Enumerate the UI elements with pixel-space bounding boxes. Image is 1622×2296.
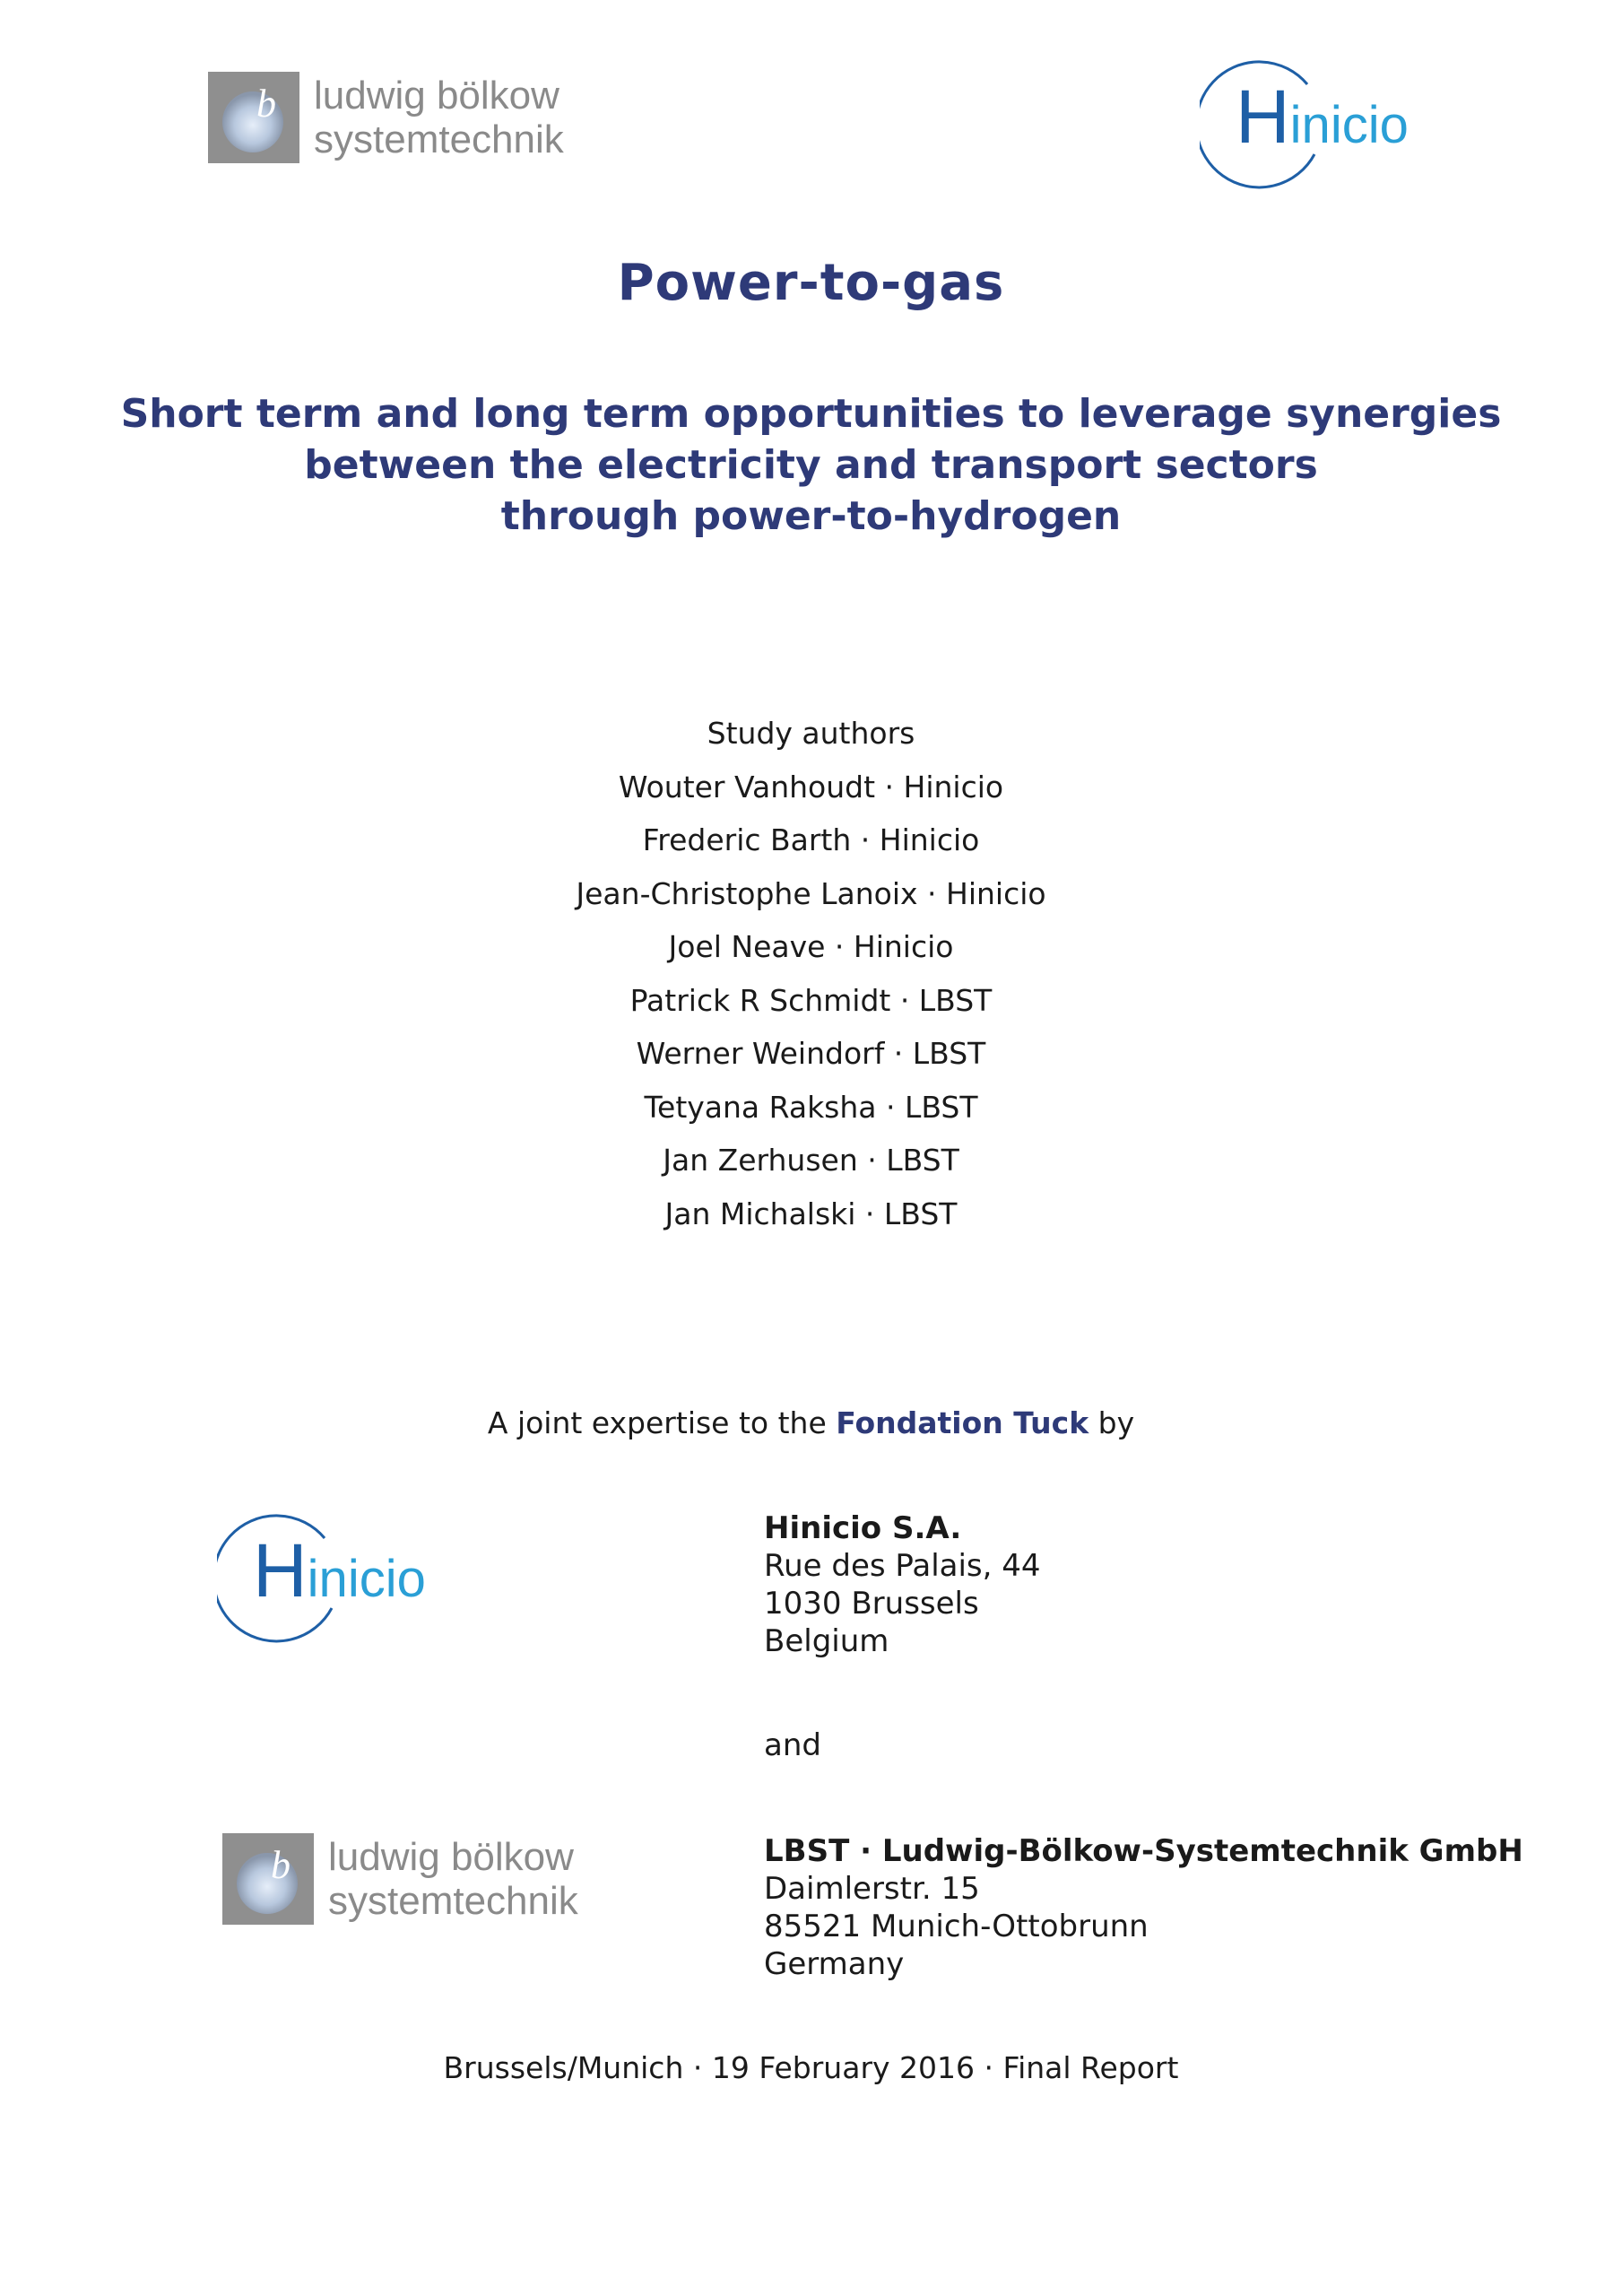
address-line: Germany — [764, 1946, 905, 1982]
address-line: Rue des Palais, 44 — [764, 1548, 1041, 1584]
author-line: Jan Zerhusen · LBST — [663, 1143, 959, 1178]
report-date-line: Brussels/Munich · 19 February 2016 · Final Report — [443, 2050, 1179, 2085]
hinicio-logo-text: Hinicio — [1236, 74, 1409, 159]
fondation-tuck: Fondation Tuck — [836, 1405, 1089, 1440]
author-line: Werner Weindorf · LBST — [636, 1036, 986, 1071]
subtitle-line: Short term and long term opportunities to leverage synergies — [120, 391, 1502, 437]
lbst-logo-mark — [208, 72, 299, 163]
author-line: Jan Michalski · LBST — [664, 1196, 958, 1231]
lbst-address — [764, 1832, 1523, 1983]
lbst-logo-text: ludwig bölkow systemtechnik — [328, 1834, 578, 1923]
author-line: Frederic Barth · Hinicio — [642, 822, 980, 857]
and-text: and — [764, 1727, 821, 1763]
lbst-logo-text: ludwig bölkow systemtechnik — [314, 73, 564, 161]
hinicio-address — [764, 1509, 1041, 1660]
lbst-logo-mark — [222, 1833, 314, 1925]
author-line: Patrick R Schmidt · LBST — [629, 983, 993, 1018]
address-line: 1030 Brussels — [764, 1586, 979, 1622]
authors-heading: Study authors — [707, 716, 915, 751]
svg-text:b: b — [256, 82, 276, 126]
author-line: Jean-Christophe Lanoix · Hinicio — [576, 876, 1046, 911]
hinicio-company-name: Hinicio S.A. — [764, 1510, 962, 1546]
page-title: Power-to-gas — [617, 254, 1005, 312]
lbst-logo — [208, 72, 564, 163]
author-line: Joel Neave · Hinicio — [668, 929, 954, 964]
author-line: Wouter Vanhoudt · Hinicio — [618, 770, 1004, 804]
hinicio-logo-text: Hinicio — [253, 1528, 426, 1613]
hinicio-logo-bottom — [217, 1509, 450, 1644]
subtitle-line: between the electricity and transport sectors — [304, 442, 1318, 488]
joint-expertise-line: A joint expertise to the Fondation Tuck by — [487, 1405, 1135, 1440]
address-line: Daimlerstr. 15 — [764, 1871, 980, 1907]
lbst-logo-bottom — [222, 1833, 578, 1925]
subtitle-line: through power-to-hydrogen — [500, 493, 1122, 539]
lbst-company-name: LBST · Ludwig-Bölkow-Systemtechnik GmbH — [764, 1833, 1523, 1869]
page-subtitle — [0, 388, 1622, 542]
hinicio-logo — [1200, 56, 1415, 190]
address-line: 85521 Munich-Ottobrunn — [764, 1909, 1149, 1944]
address-line: Belgium — [764, 1623, 889, 1659]
svg-text:b: b — [271, 1843, 291, 1887]
author-line: Tetyana Raksha · LBST — [644, 1090, 978, 1125]
